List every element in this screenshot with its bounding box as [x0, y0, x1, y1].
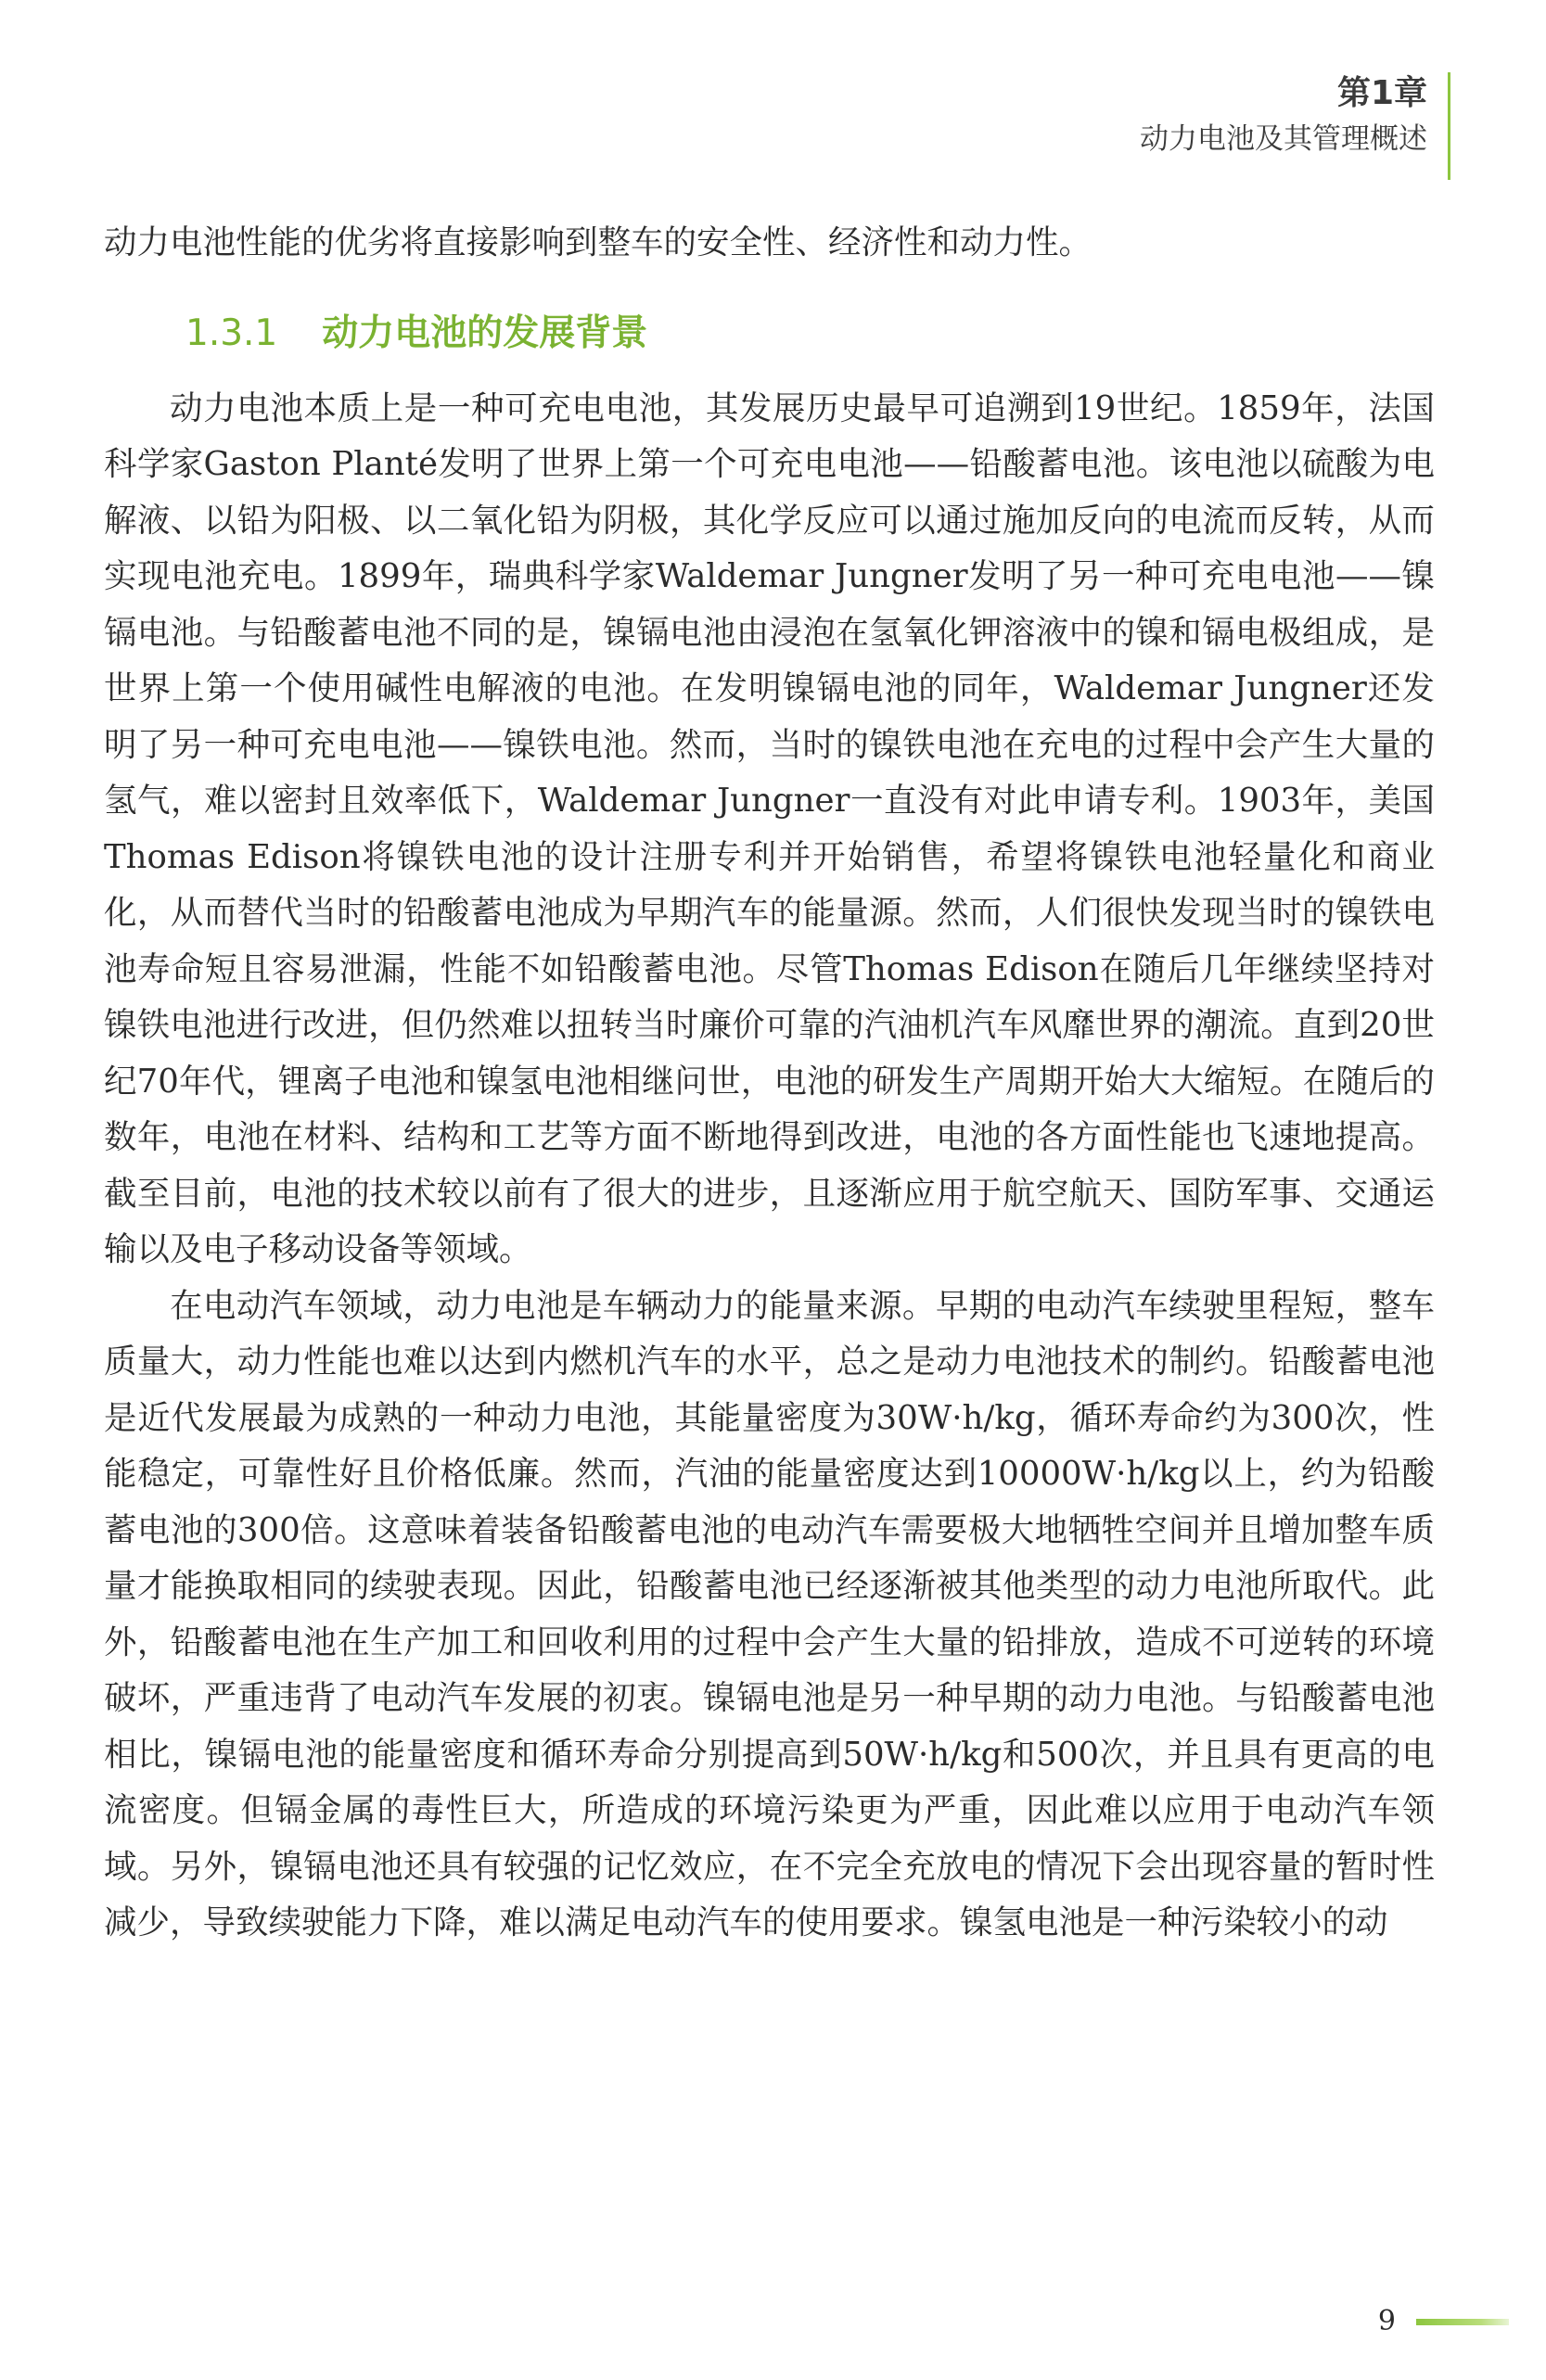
- page-body: [104, 215, 1435, 1952]
- section-title: 动力电池的发展背景: [322, 312, 648, 354]
- body-paragraph: 动力电池本质上是一种可充电电池，其发展历史最早可追溯到19世纪。1859年，法国科学家Gaston Planté发明了世界上第一个可充电电池——铅酸蓄电池。该电池以硫酸为电解液、以铅为阳极、以二氧化铅为阴极，其化学反应可以通过施加反向的电流而反转，从而实现电池充电。1899年，瑞典科学家Waldemar Jungner发明了另一种可充电电池——镍镉电池。与铅酸蓄电池不同的是，镍镉电池由浸泡在氢氧化钾溶液中的镍和镉电极组成，是世界上第一个使用碱性电解液的电池。在发明镍镉电池的同年，Waldemar Jungner还发明了另一种可充电电池——镍铁电池。然而，当时的镍铁电池在充电的过程中会产生大量的氢气，难以密封且效率低下，Waldemar Jungner一直没有对此申请专利。1903年，美国Thomas Edison将镍铁电池的设计注册专利并开始销售，希望将镍铁电池轻量化和商业化，从而替代当时的铅酸蓄电池成为早期汽车的能量源。然而，人们很快发现当时的镍铁电池寿命短且容易泄漏，性能不如铅酸蓄电池。尽管Thomas Edison在随后几年继续坚持对镍铁电池进行改进，但仍然难以扭转当时廉价可靠的汽油机汽车风靡世界的潮流。直到20世纪70年代，锂离子电池和镍氢电池相继问世，电池的研发生产周期开始大大缩短。在随后的数年，电池在材料、结构和工艺等方面不断地得到改进，电池的各方面性能也飞速地提高。截至目前，电池的技术较以前有了很大的进步，且逐渐应用于航空航天、国防军事、交通运输以及电子移动设备等领域。: [104, 388, 1435, 1268]
- section-number: 1.3.1: [185, 312, 278, 354]
- chapter-number: 第1章: [1336, 74, 1427, 112]
- page-footer: [1378, 2305, 1509, 2338]
- running-header: [1140, 72, 1450, 180]
- body-paragraph: 在电动汽车领域，动力电池是车辆动力的能量来源。早期的电动汽车续驶里程短，整车质量大，动力性能也难以达到内燃机汽车的水平，总之是动力电池技术的制约。铅酸蓄电池是近代发展最为成熟的一种动力电池，其能量密度为30W·h/kg，循环寿命约为300次，性能稳定，可靠性好且价格低廉。然而，汽油的能量密度达到10000W·h/kg以上，约为铅酸蓄电池的300倍。这意味着装备铅酸蓄电池的电动汽车需要极大地牺牲空间并且增加整车质量才能换取相同的续驶表现。因此，铅酸蓄电池已经逐渐被其他类型的动力电池所取代。此外，铅酸蓄电池在生产加工和回收利用的过程中会产生大量的铅排放，造成不可逆转的环境破坏，严重违背了电动汽车发展的初衷。镍镉电池是另一种早期的动力电池。与铅酸蓄电池相比，镍镉电池的能量密度和循环寿命分别提高到50W·h/kg和500次，并且具有更高的电流密度。但镉金属的毒性巨大，所造成的环境污染更为严重，因此难以应用于电动汽车领域。另外，镍镉电池还具有较强的记忆效应，在不完全充放电的情况下会出现容量的暂时性减少，导致续驶能力下降，难以满足电动汽车的使用要求。镍氢电池是一种污染较小的动: [104, 1286, 1435, 1941]
- page-number: 9: [1377, 2305, 1396, 2337]
- intro-paragraph: 动力电池性能的优劣将直接影响到整车的安全性、经济性和动力性。: [104, 223, 1092, 261]
- page-number-accent-bar: [1416, 2319, 1509, 2325]
- chapter-title: 动力电池及其管理概述: [1140, 122, 1427, 156]
- section-heading: [185, 311, 1435, 357]
